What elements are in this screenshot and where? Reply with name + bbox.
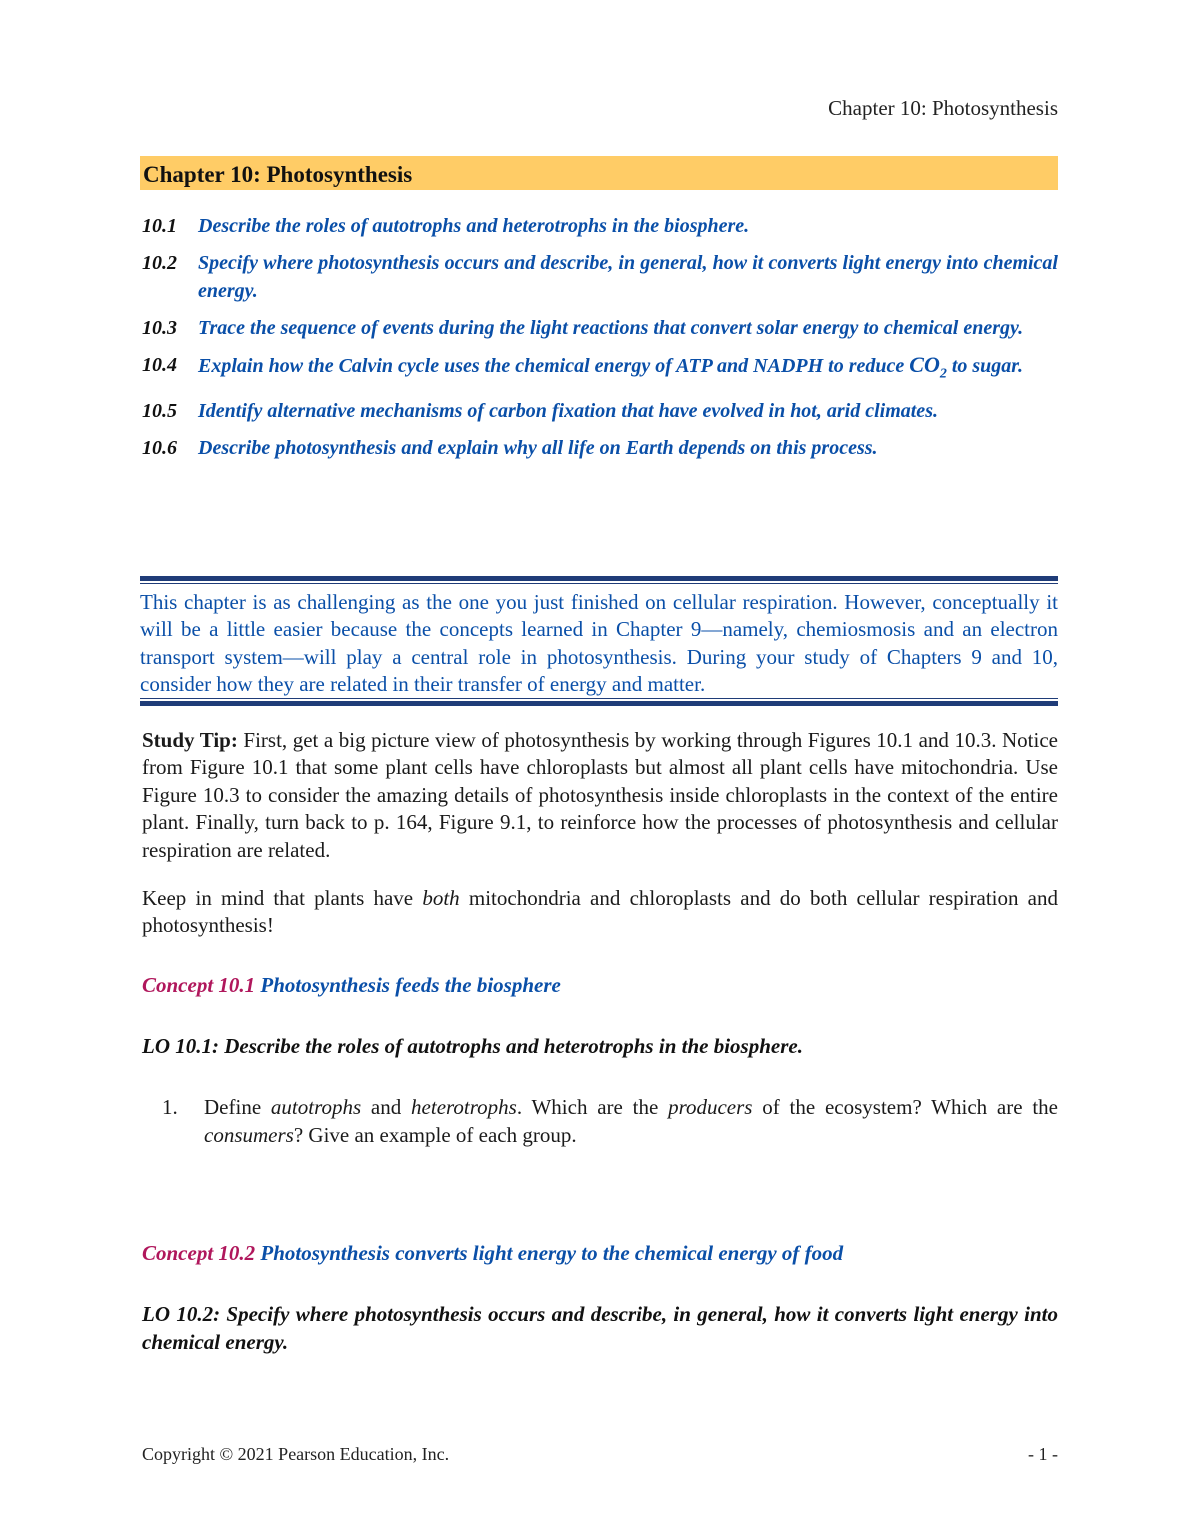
study-tip-label: Study Tip: (142, 728, 238, 752)
objective-number: 10.2 (142, 252, 177, 274)
objective-number: 10.3 (142, 317, 177, 339)
concept-heading (142, 973, 1058, 998)
objective-number: 10.5 (142, 400, 177, 423)
objective-text: Describe the roles of autotrophs and heterotrophs in the biosphere. (198, 215, 750, 237)
co2-base: CO (909, 352, 940, 377)
study-tip-paragraph (142, 727, 1058, 864)
learning-objective-heading: LO 10.1: Describe the roles of autotrophs and heterotrophs in the biosphere. (142, 1034, 803, 1058)
objective-text: Specify where photosynthesis occurs and describe, in general, how it converts light energy into chemical energy. (198, 252, 1058, 302)
copyright-footer: Copyright © 2021 Pearson Education, Inc. (142, 1444, 450, 1464)
question-text-part: Define (204, 1095, 271, 1119)
concept-title: Photosynthesis feeds the biosphere (255, 973, 561, 997)
running-header: Chapter 10: Photosynthesis (828, 96, 1058, 120)
question-item (142, 1093, 1058, 1149)
question-text-part: of the ecosystem? Which are the (752, 1095, 1058, 1119)
objective-item (142, 249, 1058, 305)
objective-number: 10.1 (142, 215, 177, 237)
objective-item (142, 397, 1058, 425)
co2-formula (909, 352, 947, 382)
question-text-part: and (361, 1095, 412, 1119)
concept-number: Concept 10.1 (142, 973, 256, 997)
learning-objectives-list (142, 212, 1058, 471)
objective-text: Identify alternative mechanisms of carbon fixation that have evolved in hot, arid climates. (198, 400, 938, 423)
co2-subscript: 2 (939, 366, 947, 382)
question-text-part: ? Give an example of each group. (293, 1123, 577, 1147)
objective-item (142, 351, 1058, 388)
objective-text-part: to sugar. (946, 355, 1023, 377)
objective-item (142, 434, 1058, 462)
learning-objective-heading: LO 10.2: Specify where photosynthesis occurs and describe, in general, how it converts light energy into chemical energy. (142, 1302, 1058, 1354)
study-tip-text: First, get a big picture view of photosynthesis by working through Figures 10.1 and 10.3. Notice from Figure 10.1 that some plant cells have chloroplasts but almost all plant cells have mitochondria. Use Figure 10.3 to consider the amazing details of photosynthesis inside chloroplasts in the context of the entire plant. Finally, turn back to p. 164, Figure 9.1, to reinforce how the processes of photosynthesis and cellular respiration are related. (142, 728, 1058, 862)
objective-item (142, 212, 1058, 240)
objective-number: 10.4 (142, 354, 177, 376)
keep-in-mind-text: mitochondria and chloroplasts and do both cellular respiration and photosynthesis! (142, 886, 1059, 938)
keep-in-mind-text: Keep in mind that plants have (142, 886, 423, 910)
objective-text: Trace the sequence of events during the light reactions that convert solar energy to chemical energy. (198, 317, 1024, 339)
question-term: heterotrophs (411, 1095, 517, 1119)
question-text-part: . Which are the (516, 1095, 669, 1119)
question-text (204, 1093, 1058, 1149)
objective-text (198, 351, 1058, 388)
objective-text: Describe photosynthesis and explain why all life on Earth depends on this process. (198, 437, 878, 460)
objective-number: 10.6 (142, 437, 177, 460)
concept-number: Concept 10.2 (142, 1241, 256, 1265)
question-term: autotrophs (270, 1095, 362, 1119)
concept-title: Photosynthesis converts light energy to the chemical energy of food (255, 1241, 844, 1265)
objective-item (142, 314, 1058, 342)
question-number: 1. (162, 1095, 178, 1119)
page-number: - 1 - (1028, 1444, 1058, 1464)
objective-text-part: Explain how the Calvin cycle uses the chemical energy of ATP and NADPH to reduce (198, 355, 910, 377)
question-term: consumers (204, 1123, 294, 1147)
keep-in-mind-emphasis: both (422, 886, 460, 910)
concept-heading (142, 1241, 1058, 1266)
chapter-intro-box: This chapter is as challenging as the one you just finished on cellular respiration. However, conceptually it will be a little easier because the concepts learned in Chapter 9—namely, chemiosmosis and an electron transport system—will play a central role in photosynthesis. During your study of Chapters 9 and 10, consider how they are related in their transfer of energy and matter. (140, 576, 1058, 706)
keep-in-mind-paragraph (142, 885, 1058, 940)
chapter-title: Chapter 10: Photosynthesis (140, 156, 1058, 190)
question-term: producers (668, 1095, 753, 1119)
